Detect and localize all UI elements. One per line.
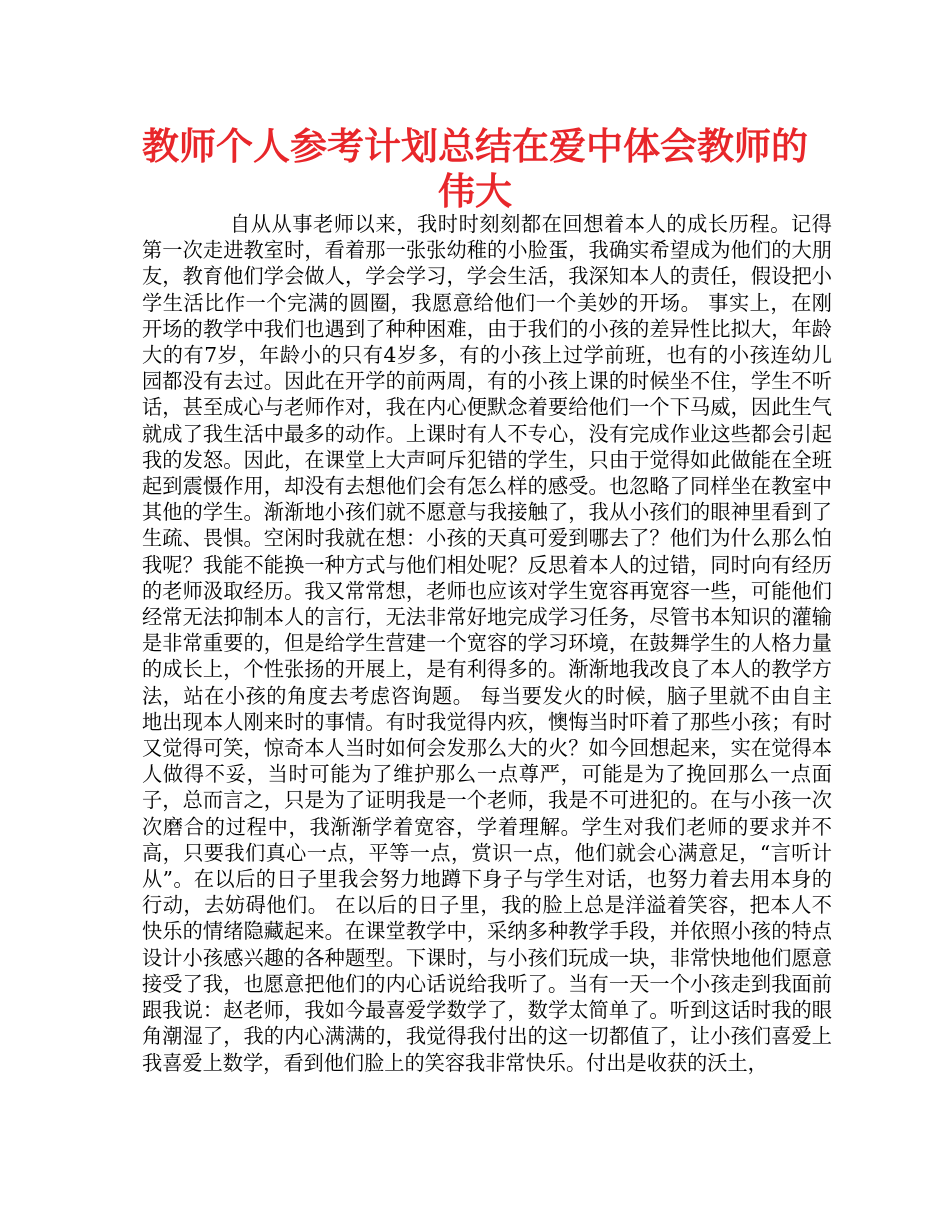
- document-title: 教师个人参考计划总结在爱中体会教师的伟大: [142, 125, 808, 213]
- document-body-paragraph: 自从从事老师以来，我时时刻刻都在回想着本人的成长历程。记得第一次走进教室时，看着那一张张幼稚的小脸蛋，我确实希望成为他们的大朋友，教育他们学会做人，学会学习，学会生活，我深知本人的责任，假设把小学生活比作一个完满的圆圈，我愿意给他们一个美妙的开场。 事实上，在刚开场的教学中我们也遇到了种种困难，由于我们的小孩的差异性比拟大，年龄大的有7岁，年龄小的只有4岁多，有的小孩上过学前班，也有的小孩连幼儿园都没有去过。因此在开学的前两周，有的小孩上课的时候坐不住，学生不听话，甚至成心与老师作对，我在内心便默念着要给他们一个下马威，因此生气就成了我生活中最多的动作。上课时有人不专心，没有完成作业这些都会引起我的发怒。因此，在课堂上大声呵斥犯错的学生，只由于觉得如此做能在全班起到震慑作用，却没有去想他们会有怎么样的感受。也忽略了同样坐在教室中其他的学生。渐渐地小孩们就不愿意与我接触了，我从小孩们的眼神里看到了生疏、畏惧。空闲时我就在想：小孩的天真可爱到哪去了？他们为什么那么怕我呢？我能不能换一种方式与他们相处呢？反思着本人的过错，同时向有经历的老师汲取经历。我又常常想，老师也应该对学生宽容再宽容一些，可能他们经常无法抑制本人的言行，无法非常好地完成学习任务，尽管书本知识的灌输是非常重要的，但是给学生营建一个宽容的学习环境，在鼓舞学生的人格力量的成长上，个性张扬的开展上，是有利得多的。渐渐地我改良了本人的教学方法，站在小孩的角度去考虑咨询题。 每当要发火的时候，脑子里就不由自主地出现本人刚来时的事情。有时我觉得内疚，懊悔当时吓着了那些小孩；有时又觉得可笑，惊奇本人当时如何会发那么大的火？如今回想起来，实在觉得本人做得不妥，当时可能为了维护那么一点尊严，可能是为了挽回那么一点面子，总而言之，只是为了证明我是一个老师，我是不可进犯的。在与小孩一次次磨合的过程中，我渐渐学着宽容，学着理解。学生对我们老师的要求并不高，只要我们真心一点，平等一点，赏识一点，他们就会心满意足，“言听计从”。在以后的日子里我会努力地蹲下身子与学生对话，也努力着去用本身的行动，去妨碍他们。 在以后的日子里，我的脸上总是洋溢着笑容，把本人不快乐的情绪隐藏起来。在课堂教学中，采纳多种教学手段，并依照小孩的特点设计小孩感兴趣的各种题型。下课时，与小孩们玩成一块，非常快地他们愿意接受了我，也愿意把他们的内心话说给我听了。当有一天一个小孩走到我面前跟我说：赵老师，我如今最喜爱学数学了，数学太简单了。听到这话时我的眼角潮湿了，我的内心满满的，我觉得我付出的这一切都值了，让小孩们喜爱上我喜爱上数学，看到他们脸上的笑容我非常快乐。付出是收获的沃土，: [142, 212, 832, 1075]
